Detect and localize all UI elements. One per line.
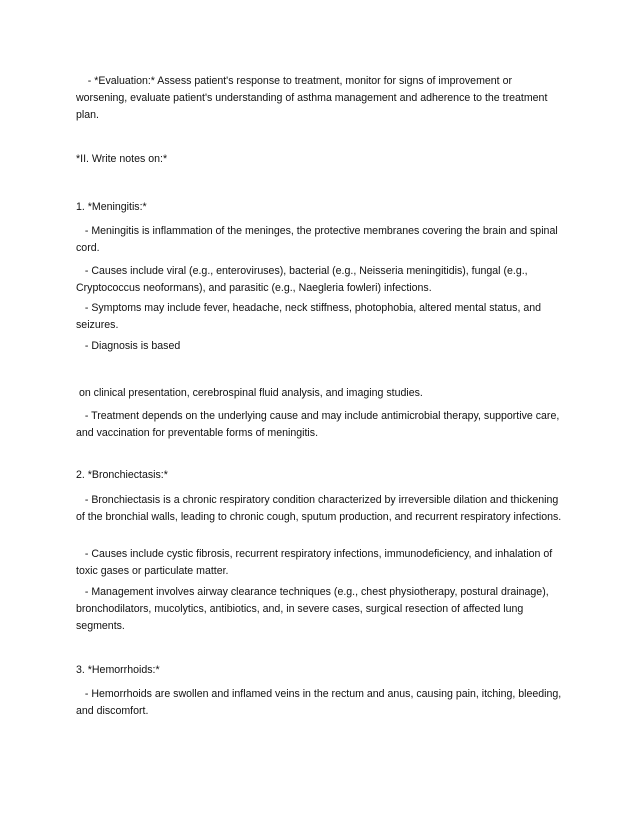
bronchiectasis-definition: - Bronchiectasis is a chronic respiratory condition characterized by irreversible dilation and thickening of the bronchial walls, leading to chronic cough, sputum production, and recurrent respiratory infections. [76,494,562,523]
meningitis-diagnosis-continued: on clinical presentation, cerebrospinal fluid analysis, and imaging studies. [76,387,423,399]
bronchiectasis-management: - Management involves airway clearance techniques (e.g., chest physiotherapy, postural drainage), bronchodilators, mucolytics, antibiotics, and, in severe cases, surgical resection of affected lung segments. [76,586,552,632]
meningitis-symptoms: - Symptoms may include fever, headache, neck stiffness, photophobia, altered mental status, and seizures. [76,302,544,331]
meningitis-diagnosis-start: - Diagnosis is based [76,340,181,352]
heading-hemorrhoids: 3. *Hemorrhoids:* [76,664,160,676]
section-heading-write-notes: *II. Write notes on:* [76,153,168,165]
meningitis-definition: - Meningitis is inflammation of the meninges, the protective membranes covering the brain and spinal cord. [76,225,561,254]
evaluation-paragraph: - *Evaluation:* Assess patient's response to treatment, monitor for signs of improvement or worsening, evaluate patient's understanding of asthma management and adherence to the treatment plan. [76,75,551,121]
hemorrhoids-definition: - Hemorrhoids are swollen and inflamed veins in the rectum and anus, causing pain, itching, bleeding, and discomfort. [76,688,565,717]
bronchiectasis-causes: - Causes include cystic fibrosis, recurrent respiratory infections, immunodeficiency, and inhalation of toxic gases or particulate matter. [76,548,556,577]
heading-meningitis: 1. *Meningitis:* [76,201,147,213]
meningitis-causes: - Causes include viral (e.g., enteroviruses), bacterial (e.g., Neisseria meningitidis), fungal (e.g., Cryptococcus neoformans), and parasitic (e.g., Naegleria fowleri) infections. [76,265,531,294]
meningitis-treatment: - Treatment depends on the underlying cause and may include antimicrobial therapy, supportive care, and vaccination for preventable forms of meningitis. [76,410,563,439]
heading-bronchiectasis: 2. *Bronchiectasis:* [76,469,168,481]
